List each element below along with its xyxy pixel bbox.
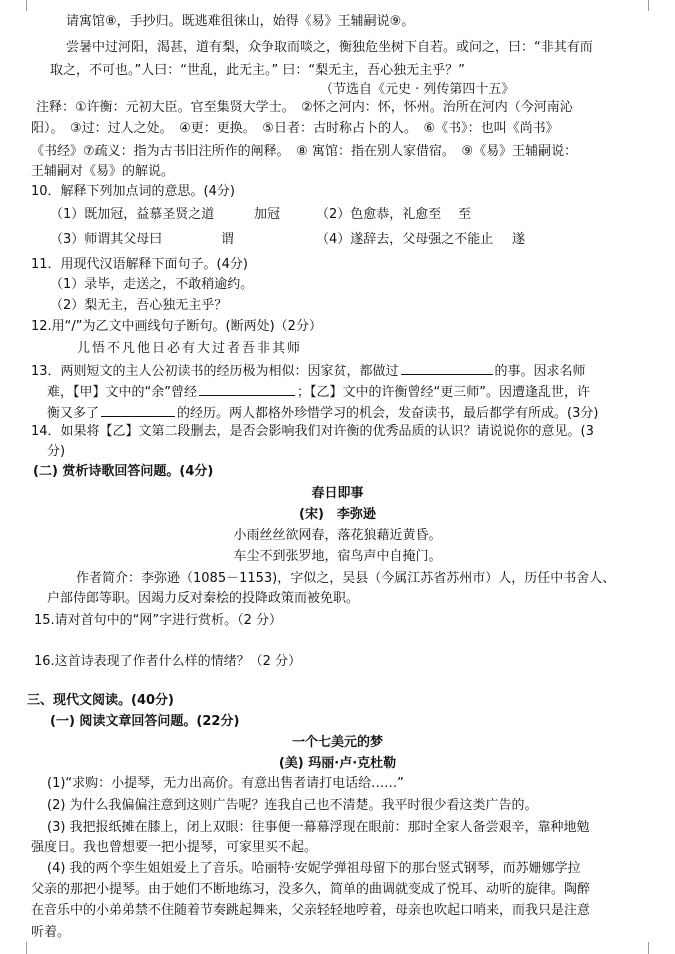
- question-11-item: （1）录毕，走送之，不敢稍逾约。: [50, 277, 254, 292]
- poem-line: 小雨丝丝欲网春，落花狼藉近黄昏。: [233, 528, 442, 543]
- question-11-item: （2）梨无主，吾心独无主乎？: [50, 298, 228, 313]
- article-paragraph: (1)“求购：小提琴，无力出高价。有意出售者请打电话给……”: [47, 776, 404, 791]
- question-10-item: （4）遂辞去，父母强之不能止: [316, 232, 494, 247]
- section-heading: 三、现代文阅读。(40分): [27, 693, 174, 708]
- question-13-line: [47, 404, 598, 422]
- notes-line: 《书经》⑦疏义：指为古书旧注所作的阐释。 ⑧ 寓馆：指在别人家借宿。 ⑨《易》王辅嗣说：: [31, 144, 578, 159]
- poem-author: (宋) 李弥逊: [299, 507, 376, 522]
- corner-mark-bottom-left: [14, 942, 27, 954]
- q13-text: ；【乙】文中的许衡曾经“更三师”。因遭逢乱世，许: [296, 385, 590, 400]
- q13-text: 的事。因求名师: [494, 364, 586, 379]
- article-paragraph: 听着。: [31, 925, 71, 940]
- notes-line: 王辅嗣对《易》的解说。: [31, 164, 175, 179]
- poem-line: 车尘不到张罗地，宿鸟声中自掩门。: [233, 549, 442, 564]
- question-10-item: （3）师谓其父母曰: [50, 232, 163, 247]
- corner-mark-top-right: [648, 0, 661, 11]
- question-10-word: 至: [458, 207, 472, 222]
- answer-blank[interactable]: [401, 362, 493, 375]
- passage-line: 请寓馆⑧，手抄归。既逃难徂徕山，始得《易》王辅嗣说⑨。: [66, 14, 415, 29]
- question-10-word: 遂: [512, 232, 526, 247]
- question-11-title: 11．用现代汉语解释下面句子。(4分): [31, 257, 248, 272]
- article-paragraph: 强度日。我也曾想要一把小提琴，可家里买不起。: [31, 840, 318, 855]
- notes-line: 阳）。 ③过：过人之处。 ④更：更换。 ⑤日者：古时称占卜的人。 ⑥《书》：也叫《尚书》: [31, 121, 559, 136]
- corner-mark-top-left: [14, 0, 27, 11]
- article-paragraph: 在音乐中的小弟弟禁不住随着节奏跳起舞来，父亲轻轻地哼着，母亲也吹起口哨来，而我只是注意: [31, 903, 591, 918]
- question-13-line: [47, 383, 590, 401]
- answer-blank[interactable]: [101, 404, 175, 417]
- question-10-word: 谓: [221, 232, 235, 247]
- q13-text: 衡又多了: [47, 406, 100, 421]
- poem-title: 春日即事: [311, 486, 364, 501]
- q13-text: 的经历。两人都格外珍惜学习的机会，发奋读书，最后都学有所成。(3分): [177, 406, 599, 421]
- corner-mark-bottom-right: [648, 942, 661, 954]
- question-12-sentence: 儿悟不凡他日必有大过者吾非其师: [77, 341, 303, 356]
- sub-section-heading: (一) 阅读文章回答问题。(22分): [50, 714, 240, 729]
- article-paragraph: (2) 为什么我偏偏注意到这则广告呢？连我自己也不清楚。我平时很少看这类广告的。: [47, 798, 538, 813]
- article-paragraph: (4) 我的两个孪生姐姐爱上了音乐。哈丽特·安妮学弹祖母留下的那台竖式钢琴，而苏姗娜学拉: [47, 861, 581, 876]
- article-paragraph: (3) 我把报纸摊在膝上，闭上双眼：往事便一幕幕浮现在眼前：那时全家人备尝艰辛，靠种地勉: [47, 820, 590, 835]
- question-16: 16.这首诗表现了作者什么样的情绪？（2 分）: [34, 654, 302, 669]
- section-heading: (二) 赏析诗歌回答问题。(4分): [33, 464, 214, 479]
- question-14-line: 14．如果将【乙】文第二段删去，是否会影响我们对许衡的优秀品质的认识？请说说你的意见。(3: [31, 424, 594, 439]
- q13-text: 13．两则短文的主人公初读书的经历极为相似：因家贫，都做过: [31, 364, 399, 379]
- notes-line: 注释：①许衡：元初大臣。官至集贤大学士。 ②怀之河内：怀，怀州。治所在河内（今河南沁: [36, 100, 573, 115]
- question-10-word: 加冠: [254, 207, 281, 222]
- answer-blank[interactable]: [199, 383, 295, 396]
- question-10-item: （2）色愈恭，礼愈至: [316, 207, 442, 222]
- passage-source: （节选自《元史 · 列传第四十五》: [320, 82, 515, 97]
- question-12-title: 12.用“/”为乙文中画线句子断句。(断两处)（2分）: [31, 319, 322, 334]
- article-paragraph: 父亲的那把小提琴。由于她们不断地练习，没多久，简单的曲调就变成了悦耳、动听的旋律。陶醉: [31, 882, 591, 897]
- passage-line: 取之，不可也。”人曰：“世乱，此无主。” 曰：“梨无主，吾心独无主乎？”: [50, 63, 465, 78]
- q13-text: 难，【甲】文中的“余”曾经: [47, 385, 197, 400]
- author-bio: 户部侍郎等职。因竭力反对秦桧的投降政策而被免职。: [47, 591, 360, 606]
- question-14-line: 分): [47, 444, 66, 459]
- author-bio: 作者简介：李弥逊（1085－1153)，字似之，吴县（今属江苏省苏州市）人，历任中书舍人、: [76, 571, 616, 586]
- question-10-title: 10．解释下列加点词的意思。(4分): [31, 184, 235, 199]
- passage-line: 尝暑中过河阳，渴甚，道有梨，众争取而啖之，衡独危坐树下自若。或问之，曰：“非其有而: [66, 40, 593, 55]
- article-title: 一个七美元的梦: [291, 735, 383, 750]
- question-13-line: [31, 362, 586, 380]
- question-15: 15.请对首句中的“网”字进行赏析。（2 分）: [34, 613, 283, 628]
- article-author: (美) 玛丽·卢·克杜勒: [278, 756, 397, 771]
- question-10-item: （1）既加冠，益慕圣贤之道: [50, 207, 215, 222]
